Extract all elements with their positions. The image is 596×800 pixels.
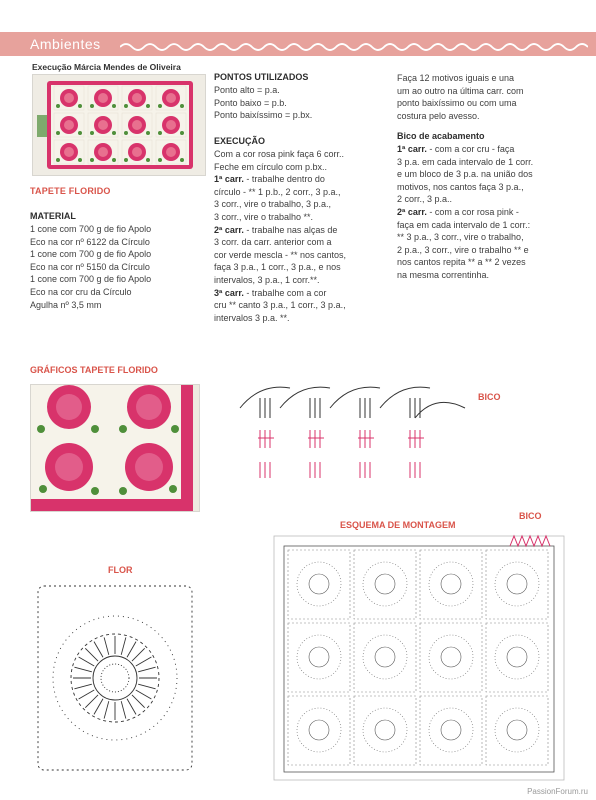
text-line: faça 3 p.a., 1 corr., 3 p.a., e nos bbox=[214, 262, 341, 273]
assembly-ring bbox=[429, 635, 473, 679]
execution-text bbox=[214, 148, 386, 324]
rug-leaf bbox=[180, 104, 184, 108]
assembly-title: ESQUEMA DE MONTAGEM bbox=[340, 520, 456, 530]
flower-spoke bbox=[79, 690, 95, 699]
row-label: 2ª carr. bbox=[397, 206, 427, 217]
assembly-ring bbox=[363, 562, 407, 606]
rug-leaf bbox=[124, 104, 128, 108]
text-line: costura pelo avesso. bbox=[397, 110, 480, 121]
text-line: 2 corr., 3 p.a.. bbox=[397, 194, 453, 205]
flower-spoke bbox=[138, 684, 155, 689]
text-line: 2 p.a., 3 corr., vire o trabalho ** e bbox=[397, 244, 529, 255]
text-line: na mesma correntinha. bbox=[397, 269, 490, 280]
assembly-ring bbox=[297, 708, 341, 752]
assembly-chart bbox=[270, 528, 570, 784]
stitch-line: Ponto baixo = p.b. bbox=[214, 97, 287, 108]
text-line: 3 corr., vire o trabalho **. bbox=[214, 211, 314, 222]
assembly-ring bbox=[495, 708, 539, 752]
footer-watermark: PassionForum.ru bbox=[527, 787, 588, 796]
finish-heading: Bico de acabamento bbox=[397, 131, 485, 142]
assembly-ring bbox=[495, 635, 539, 679]
text-line: motivos, nos cantos faça 3 p.a., bbox=[397, 181, 524, 192]
assembly-center bbox=[441, 720, 461, 740]
rug-flower-center bbox=[166, 147, 176, 157]
bico-label-2: BICO bbox=[519, 511, 542, 521]
material-line: Eco na cor cru da Círculo bbox=[30, 286, 132, 297]
text-line: 3 corr., vire o trabalho, 3 p.a., bbox=[214, 199, 332, 210]
row-label: 1ª carr. bbox=[397, 143, 427, 154]
text-line: cor verde mescla - ** nos cantos, bbox=[214, 249, 347, 260]
rug-leaf bbox=[124, 158, 128, 162]
rug-leaf bbox=[158, 158, 162, 162]
text-line bbox=[397, 143, 569, 156]
rug-leaf bbox=[56, 104, 60, 108]
rug-leaf bbox=[112, 131, 116, 135]
rug-leaf bbox=[180, 131, 184, 135]
flower-spoke bbox=[127, 699, 136, 715]
flower-spoke bbox=[85, 695, 98, 708]
flower-spoke bbox=[94, 642, 103, 658]
text-line: 3 corr. da carr. anterior com a bbox=[214, 237, 332, 248]
flower-spoke bbox=[121, 637, 126, 654]
stitch-line: Ponto baixíssimo = p.bx. bbox=[214, 110, 313, 121]
material-line: Eco na cor nº 6122 da Círculo bbox=[30, 236, 150, 247]
rug-leaf bbox=[78, 104, 82, 108]
text-line: Com a cor rosa pink faça 6 corr.. bbox=[214, 149, 345, 159]
assembly-center bbox=[507, 720, 527, 740]
text-line bbox=[214, 173, 386, 186]
pattern-title: TAPETE FLORIDO bbox=[30, 186, 111, 196]
flower-spoke bbox=[136, 690, 152, 699]
flower-spoke bbox=[132, 648, 145, 661]
flower-spoke bbox=[132, 695, 145, 708]
material-list bbox=[30, 223, 200, 311]
rug-flower-center bbox=[64, 93, 74, 103]
flower-spoke bbox=[127, 642, 136, 658]
rug-flower-center bbox=[132, 147, 142, 157]
assembly-center bbox=[309, 647, 329, 667]
rug-leaf bbox=[78, 131, 82, 135]
row-label: 1ª carr. bbox=[214, 174, 244, 185]
rug-flower-center bbox=[132, 120, 142, 130]
graphics-title: GRÁFICOS TAPETE FLORIDO bbox=[30, 365, 158, 375]
flower-spoke bbox=[79, 657, 95, 666]
rug-leaf bbox=[90, 104, 94, 108]
assembly-center bbox=[309, 720, 329, 740]
flower-spoke bbox=[121, 701, 126, 718]
stitch-line: Ponto alto = p.a. bbox=[214, 85, 280, 95]
assembly-center bbox=[375, 720, 395, 740]
text-line: um ao outro na última carr. com bbox=[397, 85, 524, 96]
material-line: 1 cone com 700 g de fio Apolo bbox=[30, 249, 152, 260]
flower-spoke bbox=[74, 667, 91, 672]
flower-spoke bbox=[138, 667, 155, 672]
assembly-center bbox=[309, 574, 329, 594]
rug-leaf bbox=[90, 131, 94, 135]
rug-leaf bbox=[56, 131, 60, 135]
assembly-ring bbox=[363, 635, 407, 679]
assembly-center bbox=[441, 647, 461, 667]
rug-leaf bbox=[112, 158, 116, 162]
text-fragment: - trabalhe dentro do bbox=[243, 174, 325, 185]
material-line: Eco na cor nº 5150 da Círculo bbox=[30, 261, 150, 272]
material-heading: MATERIAL bbox=[30, 211, 76, 221]
text-fragment: - com a cor rosa pink - bbox=[426, 206, 519, 217]
rug-leaf bbox=[146, 158, 150, 162]
stitches-list bbox=[214, 84, 384, 122]
text-line: círculo - ** 1 p.b., 2 corr., 3 p.a., bbox=[214, 186, 341, 197]
material-line: Agulha nº 3,5 mm bbox=[30, 299, 102, 310]
text-line: intervalos, 3 p.a., 1 corr.**. bbox=[214, 274, 320, 285]
text-line: faça em cada intervalo de 1 corr.: bbox=[397, 219, 531, 230]
rug-flower-center bbox=[166, 120, 176, 130]
text-fragment: - trabalhe com a cor bbox=[243, 287, 327, 298]
assembly-ring bbox=[363, 708, 407, 752]
text-line: Feche em círculo com p.bx.. bbox=[214, 161, 328, 172]
row-label: 2ª carr. bbox=[214, 224, 244, 235]
flower-spoke bbox=[136, 657, 152, 666]
assembly-center bbox=[507, 647, 527, 667]
text-line: nos cantos repita ** a ** 2 vezes bbox=[397, 257, 526, 268]
text-line: ponto baixíssimo ou com uma bbox=[397, 98, 517, 109]
assembly-ring bbox=[429, 562, 473, 606]
flower-chart bbox=[30, 578, 200, 778]
rug-leaf bbox=[146, 131, 150, 135]
assembly-ring bbox=[429, 708, 473, 752]
rug-leaf bbox=[56, 158, 60, 162]
assembly-center bbox=[441, 574, 461, 594]
closeup-photo bbox=[30, 384, 200, 512]
rug-leaf bbox=[158, 131, 162, 135]
rug-leaf bbox=[180, 158, 184, 162]
execution-heading: EXECUÇÃO bbox=[214, 136, 266, 146]
material-line: 1 cone com 700 g de fio Apolo bbox=[30, 274, 152, 285]
text-line: e um bloco de 3 p.a. na união dos bbox=[397, 169, 533, 180]
text-line bbox=[214, 287, 386, 300]
flower-title: FLOR bbox=[108, 565, 133, 575]
text-fragment: - trabalhe nas alças de bbox=[243, 224, 338, 235]
credit-line: Execução Márcia Mendes de Oliveira bbox=[32, 62, 181, 72]
assembly-center bbox=[375, 647, 395, 667]
assembly-ring bbox=[297, 635, 341, 679]
flower-spoke bbox=[74, 684, 91, 689]
text-line: Faça 12 motivos iguais e una bbox=[397, 73, 515, 83]
rug-flower-center bbox=[166, 93, 176, 103]
flower-spoke bbox=[94, 699, 103, 715]
assembly-ring bbox=[297, 562, 341, 606]
text-line: cru ** canto 3 p.a., 1 corr., 3 p.a., bbox=[214, 300, 346, 311]
text-line bbox=[214, 224, 386, 237]
rug-flower-center bbox=[98, 147, 108, 157]
bico-label-1: BICO bbox=[478, 392, 501, 402]
rug-flower-center bbox=[132, 93, 142, 103]
rug-flower-center bbox=[98, 120, 108, 130]
text-line: 3 p.a. em cada intervalo de 1 corr. bbox=[397, 156, 534, 167]
rug-leaf bbox=[124, 131, 128, 135]
bico-chart-1 bbox=[230, 378, 500, 490]
material-line: 1 cone com 700 g de fio Apolo bbox=[30, 224, 152, 234]
stitches-heading: PONTOS UTILIZADOS bbox=[214, 72, 309, 82]
text-line: ** 3 p.a., 3 corr., vire o trabalho, bbox=[397, 232, 524, 243]
assembly-center bbox=[375, 574, 395, 594]
flower-spoke bbox=[85, 648, 98, 661]
rug-flower-center bbox=[98, 93, 108, 103]
rug-leaf bbox=[90, 158, 94, 162]
rug-leaf bbox=[78, 158, 82, 162]
rug-leaf bbox=[158, 104, 162, 108]
flower-spoke bbox=[104, 637, 109, 654]
rug-flower-center bbox=[64, 120, 74, 130]
assembly-ring bbox=[495, 562, 539, 606]
text-fragment: - com a cor cru - faça bbox=[426, 143, 515, 154]
rug-flower-center bbox=[64, 147, 74, 157]
wave-decoration bbox=[120, 38, 588, 56]
section-title: Ambientes bbox=[30, 36, 101, 52]
rug-leaf bbox=[112, 104, 116, 108]
row-label: 3ª carr. bbox=[214, 287, 244, 298]
text-line bbox=[397, 206, 569, 219]
text-line: intervalos 3 p.a. **. bbox=[214, 312, 290, 323]
right-text bbox=[397, 72, 569, 282]
rug-photo bbox=[32, 74, 206, 176]
rug-leaf bbox=[146, 104, 150, 108]
flower-spoke bbox=[104, 701, 109, 718]
assembly-center bbox=[507, 574, 527, 594]
